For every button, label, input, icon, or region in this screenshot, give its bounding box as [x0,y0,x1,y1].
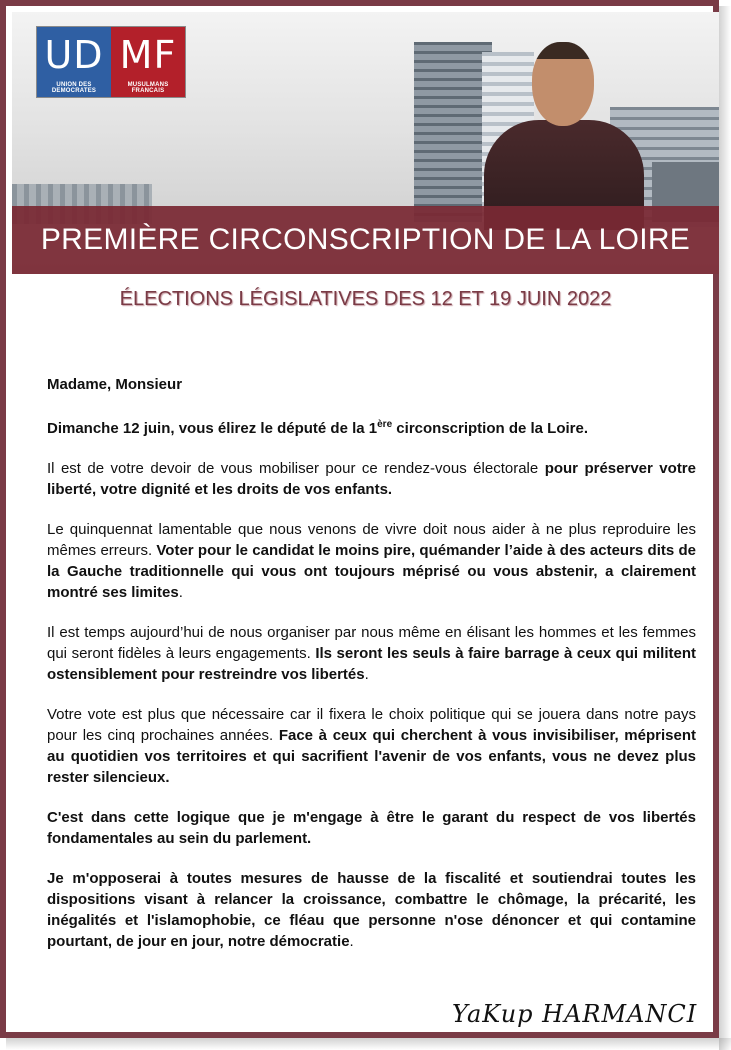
salutation [47,374,696,395]
paragraph-3 [47,519,696,603]
p1-superscript: ère [377,419,393,430]
paragraph-7 [47,868,696,952]
p2-text-b: pour préserver votre liberté, votre dignité et les droits de vos enfants. [47,460,696,498]
logo-mf-text: MF [119,33,177,77]
paragraph-6: C'est dans cette logique que je m'engage à être le garant du respect de vos libertés fondamentales au sein du parlement. [47,809,696,847]
p1-text-a: Dimanche 12 juin, vous élirez le député de la 1 [47,420,378,437]
paragraph-4 [47,622,696,685]
p5-text-b: Face à ceux qui cherchent à vous invisibiliser, méprisent au quotidien vos territoires et qui sacrifient l'avenir de vos enfants, vous ne devez plus rester silencieux. [47,727,696,786]
letter-body [47,374,696,971]
page-shadow-right [719,6,731,1050]
p7-text-a: Je m'opposerai à toutes mesures de hausse de la fiscalité et soutiendrai toutes les dispositions visant à relancer la croissance, combattre le chômage, la précarité, les inégalités et l'islamophobie, ce fléau que personne n'ose dénoncer et qui contamine pourtant, de jour en jour, notre démocratie [47,870,696,950]
election-subtitle: ÉLECTIONS LÉGISLATIVES DES 12 ET 19 JUIN 2022 [119,288,612,310]
p7-text-b: . [349,933,354,950]
candidate-signature: YaKup HARMANCI [452,1000,698,1028]
p4-text-a: Il est temps aujourd’hui de nous organiser par nous même en élisant les hommes et les femmes qui seront fidèles à leurs engagements. [47,624,696,662]
header-photo [12,12,719,274]
p1-text-b: circonscription de la Loire. [392,420,589,437]
logo-ud-text: UD [44,33,104,77]
p4-text-c: . [364,666,369,683]
banner-title: PREMIÈRE CIRCONSCRIPTION DE LA LOIRE [12,206,719,274]
candidate-head [532,42,594,126]
paragraph-1 [47,414,696,439]
page-shadow-bottom [6,1038,731,1050]
logo-mf-subtext: MUSULMANS FRANCAIS [127,82,169,94]
p3-text-c: . [178,584,183,601]
udmf-logo [36,26,186,98]
p3-text-a: Le quinquennat lamentable que nous venons de vivre doit nous aider à ne plus reproduire les mêmes erreurs. [47,521,696,559]
p2-text-a: Il est de votre devoir de vous mobiliser pour ce rendez-vous électorale [47,460,545,477]
p3-text-b: Voter pour le candidat le moins pire, quémander l’aide à des acteurs dits de la Gauche traditionnelle qui vous ont toujours méprisé ou vous abstenir, a clairement montré ses limites [47,542,696,601]
p5-text-a: Votre vote est plus que nécessaire car il fixera le choix politique qui se jouera dans notre pays pour les cinq prochaines années. [47,706,696,744]
paragraph-2 [47,458,696,500]
building-image [414,42,492,222]
logo-ud-block [37,27,111,97]
candidate-photo [484,42,644,222]
p4-text-b: Ils seront les seuls à faire barrage à ceux qui militent ostensiblement pour restreindre vos libertés [47,645,696,683]
logo-mf-block [111,27,185,97]
salutation-text: Madame, Monsieur [47,376,183,393]
paragraph-5 [47,704,696,788]
logo-ud-subtext: UNION DES DEMOCRATES [51,82,97,94]
